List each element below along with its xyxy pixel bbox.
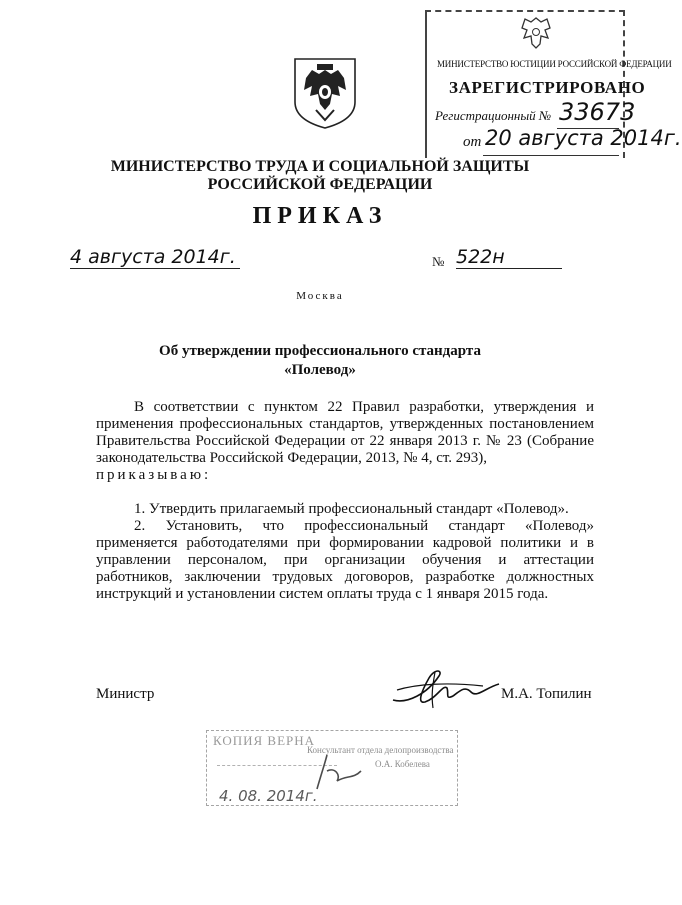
- coat-of-arms-icon: [292, 56, 358, 130]
- stamp-underline: [483, 155, 619, 156]
- city: Москва: [296, 290, 344, 302]
- seal-icon: [519, 14, 553, 52]
- order-number-label: №: [432, 254, 445, 269]
- body-item-2: 2. Установить, что профессиональный стандарт «Полевод» применяется работодателями при формировании кадровой политики и в управлении персоналом, при организации обучения и аттестации работников, заключении трудовых договоров, разработке должностных инструкций и установлении систем оплаты труда с 1 января 2015 года.: [96, 518, 594, 602]
- stamp-ministry: МИНИСТЕРСТВО ЮСТИЦИИ РОССИЙСКОЙ ФЕДЕРАЦИИ: [437, 59, 672, 69]
- stamp-reg-label: Регистрационный №: [435, 108, 552, 123]
- signatory-title: Министр: [96, 686, 155, 702]
- copy-stamp: [206, 730, 458, 806]
- copy-stamp-position: Консультант отдела делопроизводства: [307, 745, 454, 755]
- body-item-1: 1. Утвердить прилагаемый профессиональный стандарт «Полевод».: [134, 501, 569, 517]
- copy-stamp-title: КОПИЯ ВЕРНА: [213, 733, 316, 748]
- copy-stamp-person: О.А. Кобелева: [375, 759, 430, 769]
- body-intro: В соответствии с пунктом 22 Правил разработки, утверждения и применения профессиональных стандартов, утвержденных постановлением Правительства Российской Федерации от 22 января 2013 г. № 23 (Собрание законодательства Российской Федерации, 2013, № 4, ст. 293),: [96, 399, 594, 466]
- signatory-name: М.А. Топилин: [501, 686, 592, 702]
- ministry-line-2: РОССИЙСКОЙ ФЕДЕРАЦИИ: [207, 176, 433, 193]
- stamp-reg-date: 20 августа 2014г.: [485, 126, 682, 150]
- signature-icon: [387, 664, 505, 712]
- subject-line-1: Об утверждении профессионального стандарта: [159, 343, 481, 359]
- document-subject: [0, 342, 640, 380]
- copy-stamp-date: 4. 08. 2014г.: [219, 787, 318, 805]
- subject-line-2: «Полевод»: [284, 362, 356, 378]
- ministry-title: [0, 158, 640, 194]
- registration-stamp: [425, 10, 682, 158]
- document-type: ПРИКАЗ: [252, 203, 388, 229]
- stamp-status: ЗАРЕГИСТРИРОВАНО: [449, 78, 646, 97]
- ministry-line-1: МИНИСТЕРСТВО ТРУДА И СОЦИАЛЬНОЙ ЗАЩИТЫ: [110, 158, 530, 175]
- stamp-date-label: от: [463, 134, 482, 150]
- body-orders: приказываю:: [96, 467, 212, 483]
- order-date: 4 августа 2014г.: [70, 246, 240, 269]
- order-number: 522н: [456, 246, 562, 269]
- stamp-reg-number: 33673: [559, 98, 636, 126]
- document-body: [96, 399, 594, 603]
